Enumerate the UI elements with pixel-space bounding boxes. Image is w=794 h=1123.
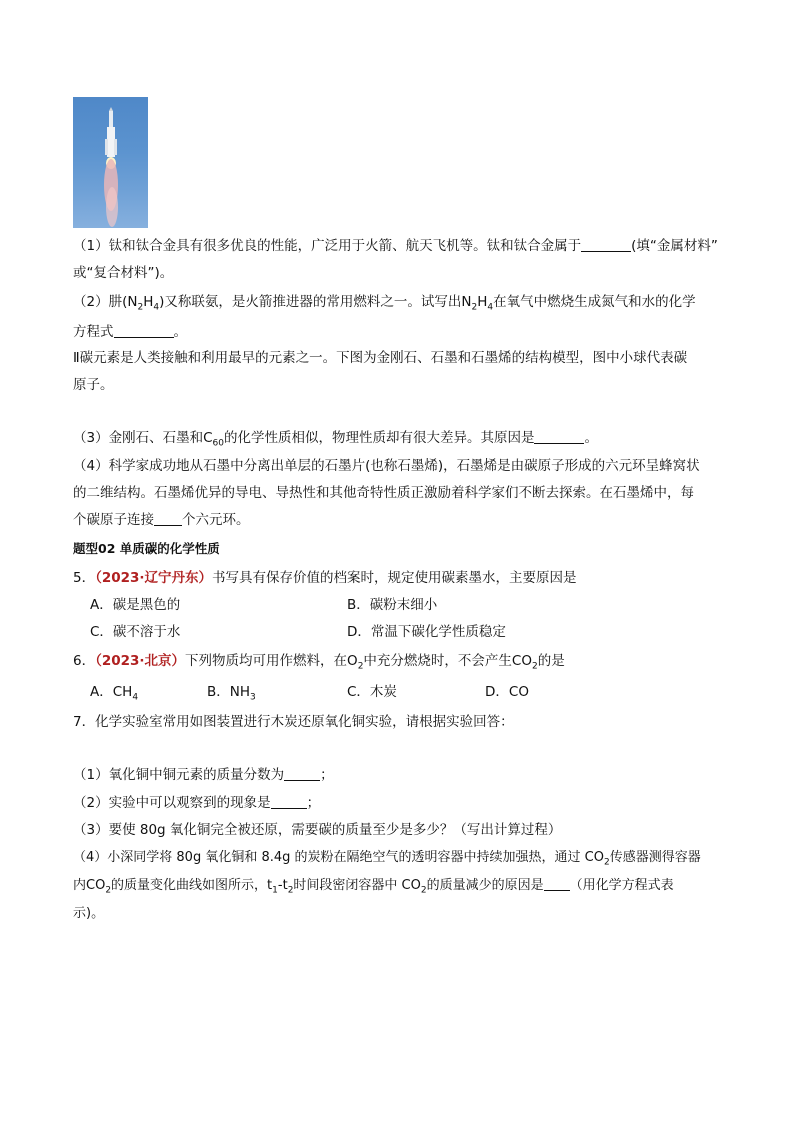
q5-option-b[interactable]: B．碳粉末细小 [347, 597, 438, 613]
rocket-launch-photo [73, 97, 148, 228]
q-rocket-part2-text-c: )又称联氨，是火箭推进器的常用燃料之一。试写出N [159, 294, 472, 310]
q-rocket-part1-text: （1）钛和钛合金具有很多优良的性能，广泛用于火箭、航天飞机等。钛和钛合金属于 [73, 238, 582, 254]
section2-line2: 原子。 [73, 377, 114, 393]
section2-line1: Ⅱ碳元素是人类接触和利用最早的元素之一。下图为金刚石、石墨和石墨烯的结构模型，图中小球代表碳 [73, 350, 688, 366]
q5-stem [73, 568, 577, 588]
q6-option-b[interactable] [207, 682, 256, 708]
q5-text: 书写具有保存价值的档案时，规定使用碳素墨水，主要原因是 [212, 570, 577, 586]
q4-line1: （4）科学家成功地从石墨中分离出单层的石墨片(也称石墨烯)，石墨烯是由碳原子形成的六元环呈蜂窝状 [73, 458, 700, 474]
q6-text-c: 的是 [537, 653, 565, 669]
q4-text-c: 个碳原子连接 [73, 512, 154, 528]
q6-option-c[interactable]: C．木炭 [347, 684, 397, 700]
q7-part4-line3: 示)。 [73, 906, 105, 921]
q6-option-d[interactable]: D．CO [485, 684, 529, 700]
q5-option-c[interactable]: C．碳不溶于水 [90, 624, 181, 640]
subscript: 2 [471, 302, 478, 313]
q-rocket-part1-line2 [73, 263, 173, 283]
q7-part4-text-e: -t [277, 878, 288, 893]
q7-part2-text: （2）实验中可以观察到的现象是 [73, 795, 271, 811]
rocket-icon [99, 107, 123, 228]
q7-stem: 7．化学实验室常用如图装置进行木炭还原氧化铜实验，请根据实验回答： [73, 714, 514, 730]
q3-text-a: （3）金刚石、石墨和C [73, 430, 213, 446]
q7-part4-line1 [73, 848, 701, 873]
q3-text-b: 的化学性质相似，物理性质却有很大差异。其原因是 [223, 430, 535, 446]
q-rocket-part2-line2 [73, 322, 187, 342]
subscript: 4 [132, 692, 139, 703]
section-heading: 题型02 单质碳的化学性质 [73, 541, 220, 556]
q4-line2: 的二维结构。石墨烯优异的导电、导热性和其他奇特性质正激励着科学家们不断去探索。在石墨烯中，每 [73, 485, 694, 501]
subscript: 2 [531, 661, 538, 672]
q6-option-a-text: A．CH [90, 684, 133, 700]
q7-part1 [73, 765, 334, 785]
q-rocket-part2-text-g: 。 [173, 324, 187, 340]
q5-option-a[interactable]: A．碳是黑色的 [90, 597, 181, 613]
subscript: 2 [603, 857, 610, 868]
q7-part4-text-b: 传感器测得容器 [609, 850, 701, 865]
q7-part4-text-d: 的质量变化曲线如图所示，t [111, 878, 273, 893]
answer-blank[interactable] [114, 323, 174, 338]
q7-part4-text-c: 内CO [73, 878, 106, 893]
q7-part1-text: （1）氧化铜中铜元素的质量分数为 [73, 767, 285, 783]
subscript: 60 [212, 438, 224, 449]
q6-option-b-text: B．NH [207, 684, 251, 700]
answer-blank[interactable] [154, 511, 182, 526]
answer-blank[interactable] [284, 766, 320, 781]
subscript: 2 [287, 885, 294, 896]
q-rocket-part2-text-b: H [143, 294, 154, 310]
answer-blank[interactable] [581, 237, 631, 252]
q3-text-c: 。 [584, 430, 598, 446]
q4-line3 [73, 510, 250, 530]
q6-text-a: 下列物质均可用作燃料，在O [185, 653, 358, 669]
q-rocket-part2-line1 [73, 292, 696, 318]
subscript: 2 [357, 661, 364, 672]
q7-part4-line2 [73, 876, 674, 901]
q5-number: 5． [73, 570, 96, 586]
q-rocket-part2-text-e: 在氧气中燃烧生成氮气和水的化学 [493, 294, 696, 310]
subscript: 1 [272, 885, 278, 896]
q7-part4-text-f: 时间段密闭容器中 CO [293, 878, 421, 893]
subscript: 4 [153, 302, 160, 313]
q-rocket-part2-text-f: 方程式 [73, 324, 114, 340]
q-rocket-part2-text-a: （2）肼(N [73, 294, 138, 310]
q7-part4-text-a: （4）小深同学将 80g 氧化铜和 8.4g 的炭粉在隔绝空气的透明容器中持续加强热，通过 CO [73, 850, 604, 865]
q7-part1-end: ； [320, 767, 334, 783]
q7-part4-text-g: 的质量减少的原因是 [426, 878, 544, 893]
answer-blank[interactable] [271, 794, 307, 809]
q7-part3: （3）要使 80g 氧化铜完全被还原，需要碳的质量至少是多少？（写出计算过程） [73, 822, 562, 838]
q6-stem [73, 651, 565, 677]
subscript: 4 [487, 302, 494, 313]
q3-line [73, 428, 598, 454]
subscript: 2 [420, 885, 427, 896]
answer-blank[interactable] [544, 876, 570, 891]
q7-part4-text-h: （用化学方程式表 [569, 878, 674, 893]
subscript: 2 [137, 302, 144, 313]
q-rocket-part1-line1 [73, 236, 718, 256]
q7-part2 [73, 793, 320, 813]
subscript: 2 [105, 885, 112, 896]
q7-part2-end: ； [306, 795, 321, 811]
q5-source: （2023·辽宁丹东） [95, 570, 213, 586]
q6-text-b: 中充分燃烧时，不会产生CO [363, 653, 532, 669]
answer-blank[interactable] [534, 429, 584, 444]
q-rocket-part2-text-d: H [477, 294, 488, 310]
q4-text-d: 个六元环。 [182, 512, 250, 528]
q-rocket-part1-hint: (填“金属材料” [631, 238, 718, 254]
q6-source: （2023·北京） [95, 653, 186, 669]
q5-option-d[interactable]: D．常温下碳化学性质稳定 [347, 624, 506, 640]
q-rocket-part1-hint-end: 或“复合材料”)。 [73, 265, 174, 281]
subscript: 3 [250, 692, 256, 703]
q6-number: 6． [73, 653, 96, 669]
q6-option-a[interactable] [90, 682, 138, 708]
